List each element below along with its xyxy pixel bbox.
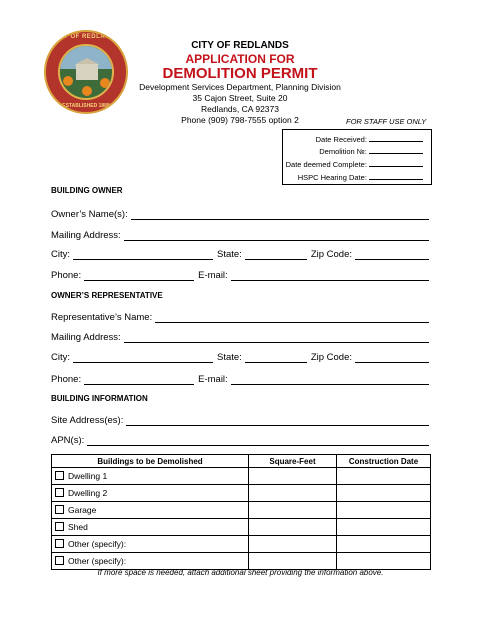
owner-phone-email-row[interactable]	[51, 269, 429, 281]
mailing-address-label: Mailing Address:	[51, 332, 121, 343]
checkbox[interactable]	[55, 556, 64, 565]
staff-use-box	[282, 129, 432, 185]
staff-use-title: FOR STAFF USE ONLY	[346, 117, 427, 126]
table-row	[52, 519, 431, 536]
staff-row-label: Demolition №:	[319, 147, 367, 156]
rep-city-state-zip-row[interactable]	[51, 351, 429, 363]
checkbox[interactable]	[55, 539, 64, 548]
state-label: State:	[217, 352, 242, 363]
rep-mailing-address-field[interactable]	[51, 331, 429, 343]
owner-city-state-zip-row[interactable]	[51, 248, 429, 260]
owner-mailing-address-field[interactable]	[51, 229, 429, 241]
zip-label: Zip Code:	[310, 249, 353, 260]
building-type-label: Dwelling 1	[68, 471, 108, 481]
building-type-label: Dwelling 2	[68, 488, 108, 498]
state-label: State:	[217, 249, 242, 260]
buildings-table	[51, 454, 431, 570]
phone-label: Phone:	[51, 270, 82, 281]
building-type-label: Garage	[68, 505, 97, 515]
checkbox[interactable]	[55, 522, 64, 531]
building-info-heading: BUILDING INFORMATION	[51, 394, 148, 403]
city-name: CITY OF REDLANDS	[191, 40, 289, 51]
city-state-zip-line: Redlands, CA 92373	[201, 104, 279, 114]
city-label: City:	[51, 352, 70, 363]
table-row	[52, 536, 431, 553]
rep-phone-email-row[interactable]	[51, 373, 429, 385]
seal-bottom-text: ESTABLISHED 1888	[62, 103, 110, 109]
staff-row-date-complete[interactable]	[286, 159, 423, 169]
col-header-buildings: Buildings to be Demolished	[52, 455, 249, 468]
application-for-heading: APPLICATION FOR	[185, 52, 295, 66]
street-line: 35 Cajon Street, Suite 20	[192, 93, 288, 103]
city-seal-logo	[44, 30, 128, 114]
site-address-label: Site Address(es):	[51, 415, 124, 426]
square-feet-cell[interactable]	[249, 519, 337, 536]
table-row	[52, 502, 431, 519]
building-type-label: Other (specify):	[68, 556, 127, 566]
table-row	[52, 485, 431, 502]
construction-date-cell[interactable]	[337, 553, 431, 570]
building-type-label: Other (specify):	[68, 539, 127, 549]
zip-label: Zip Code:	[310, 352, 353, 363]
site-address-field[interactable]	[51, 414, 429, 426]
col-header-square-feet: Square-Feet	[249, 455, 337, 468]
square-feet-cell[interactable]	[249, 485, 337, 502]
email-label: E-mail:	[198, 374, 228, 385]
phone-line: Phone (909) 798-7555 option 2	[181, 115, 299, 125]
seal-top-text: CITY OF REDLANDS	[52, 34, 120, 40]
square-feet-cell[interactable]	[249, 468, 337, 485]
checkbox[interactable]	[55, 505, 64, 514]
footer-note: If more space is needed, attach additional sheet providing the information above.	[97, 568, 384, 577]
staff-row-label: Date Received:	[315, 135, 367, 144]
seal-emblem	[58, 44, 114, 100]
apn-field[interactable]	[51, 434, 429, 446]
construction-date-cell[interactable]	[337, 468, 431, 485]
phone-label: Phone:	[51, 374, 82, 385]
construction-date-cell[interactable]	[337, 536, 431, 553]
building-owner-heading: BUILDING OWNER	[51, 186, 123, 195]
staff-row-date-received[interactable]	[316, 134, 423, 144]
email-label: E-mail:	[198, 270, 228, 281]
city-label: City:	[51, 249, 70, 260]
square-feet-cell[interactable]	[249, 553, 337, 570]
checkbox[interactable]	[55, 488, 64, 497]
construction-date-cell[interactable]	[337, 519, 431, 536]
table-row	[52, 468, 431, 485]
staff-row-demolition-number[interactable]	[319, 146, 423, 156]
mailing-address-label: Mailing Address:	[51, 230, 121, 241]
staff-row-label: HSPC Hearing Date:	[297, 173, 367, 182]
checkbox[interactable]	[55, 471, 64, 480]
staff-row-hspc-date[interactable]	[298, 172, 423, 182]
table-header-row	[52, 455, 431, 468]
rep-name-field[interactable]	[51, 311, 429, 323]
rep-name-label: Representative’s Name:	[51, 312, 153, 323]
owners-name-label: Owner’s Name(s):	[51, 209, 128, 220]
square-feet-cell[interactable]	[249, 536, 337, 553]
permit-title: DEMOLITION PERMIT	[162, 65, 318, 82]
construction-date-cell[interactable]	[337, 485, 431, 502]
table-row	[52, 553, 431, 570]
building-type-label: Shed	[68, 522, 88, 532]
col-header-construction-date: Construction Date	[337, 455, 431, 468]
owners-name-field[interactable]	[51, 208, 429, 220]
construction-date-cell[interactable]	[337, 502, 431, 519]
department-line: Development Services Department, Planning Division	[139, 82, 341, 92]
apn-label: APN(s):	[51, 435, 85, 446]
staff-row-label: Date deemed Complete:	[285, 160, 367, 169]
owners-rep-heading: OWNER’S REPRESENTATIVE	[51, 291, 163, 300]
square-feet-cell[interactable]	[249, 502, 337, 519]
